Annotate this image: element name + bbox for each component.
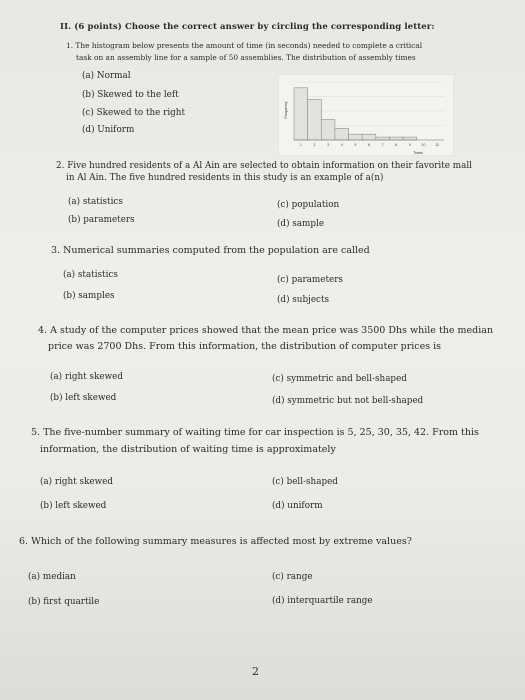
- q2-option-b[interactable]: (b) parameters: [68, 215, 135, 225]
- histogram-bar: [349, 134, 363, 140]
- q2-option-c[interactable]: (c) population: [277, 200, 340, 210]
- q2-option-d[interactable]: (d) sample: [277, 219, 325, 229]
- histogram-bar: [308, 99, 322, 140]
- x-tick-label: 11: [435, 143, 440, 147]
- q6-option-a[interactable]: (a) median: [28, 572, 76, 582]
- q1-option-b[interactable]: (b) Skewed to the left: [82, 90, 179, 100]
- q1-option-c[interactable]: (c) Skewed to the right: [82, 108, 185, 118]
- q6-line-1: 6. Which of the following summary measures is affected most by extreme values?: [19, 536, 412, 547]
- q5-line-2: information, the distribution of waiting time is approximately: [40, 444, 336, 455]
- x-tick-label: 10: [421, 143, 426, 147]
- q5-option-a[interactable]: (a) right skewed: [40, 477, 113, 487]
- q3-option-b[interactable]: (b) samples: [63, 291, 115, 301]
- histogram-bar: [362, 134, 376, 140]
- x-tick-label: 7: [381, 143, 384, 147]
- q4-option-a[interactable]: (a) right skewed: [50, 372, 123, 382]
- q3-option-a[interactable]: (a) statistics: [63, 270, 118, 280]
- q4-option-b[interactable]: (b) left skewed: [50, 393, 117, 403]
- chart-xlabel: Times: [413, 151, 423, 155]
- q1-option-d[interactable]: (d) Uniform: [82, 125, 135, 135]
- q4-line-2: price was 2700 Dhs. From this information, the distribution of computer prices is: [48, 341, 442, 352]
- chart-ylabel: Frequency: [284, 101, 288, 119]
- q3-line-1: 3. Numerical summaries computed from the population are called: [51, 245, 370, 256]
- q6-option-c[interactable]: (c) range: [272, 572, 313, 582]
- x-tick-label: 3: [327, 143, 330, 147]
- q2-line-1: 2. Five hundred residents of a Al Ain are selected to obtain information on their favorite mall: [56, 161, 472, 171]
- q4-option-c[interactable]: (c) symmetric and bell-shaped: [272, 374, 407, 384]
- histogram-bar: [376, 137, 390, 140]
- x-tick-label: 2: [313, 143, 316, 147]
- histogram-bar: [403, 137, 417, 140]
- x-tick-label: 5: [354, 143, 357, 147]
- q5-option-c[interactable]: (c) bell-shaped: [272, 477, 338, 487]
- q6-option-d[interactable]: (d) interquartile range: [272, 596, 373, 606]
- q2-option-a[interactable]: (a) statistics: [68, 197, 123, 207]
- page-number: 2: [252, 665, 259, 678]
- q3-option-d[interactable]: (d) subjects: [277, 295, 330, 305]
- histogram-bar: [294, 88, 308, 140]
- q5-line-1: 5. The five-number summary of waiting time for car inspection is 5, 25, 30, 35, 42. From this: [31, 427, 479, 438]
- q1-line-2: task on an assembly line for a sample of 50 assemblies. The distribution of assembly times: [76, 53, 416, 62]
- q6-option-b[interactable]: (b) first quartile: [28, 597, 100, 607]
- histogram-bar: [335, 128, 349, 140]
- q5-option-b[interactable]: (b) left skewed: [40, 501, 107, 511]
- x-tick-label: 4: [340, 143, 343, 147]
- q5-option-d[interactable]: (d) uniform: [272, 501, 323, 511]
- q3-option-c[interactable]: (c) parameters: [277, 275, 343, 285]
- x-tick-label: 6: [368, 143, 370, 147]
- x-tick-label: 8: [395, 143, 398, 147]
- histogram-bar: [389, 137, 403, 140]
- q1-line-1: 1. The histogram below presents the amount of time (in seconds) needed to complete a critical: [66, 41, 423, 50]
- x-tick-label: 9: [408, 143, 411, 147]
- histogram-bar: [321, 120, 335, 140]
- q4-option-d[interactable]: (d) symmetric but not bell-shaped: [272, 396, 424, 406]
- assembly-time-histogram: [278, 74, 454, 156]
- section-header: II. (6 points) Choose the correct answer by circling the corresponding letter:: [60, 22, 435, 32]
- q2-line-2: in Al Ain. The five hundred residents in this study is an example of a(n): [66, 173, 384, 183]
- x-tick-label: 1: [299, 143, 302, 147]
- q1-option-a[interactable]: (a) Normal: [82, 71, 131, 81]
- q4-line-1: 4. A study of the computer prices showed that the mean price was 3500 Dhs while the median: [38, 325, 494, 336]
